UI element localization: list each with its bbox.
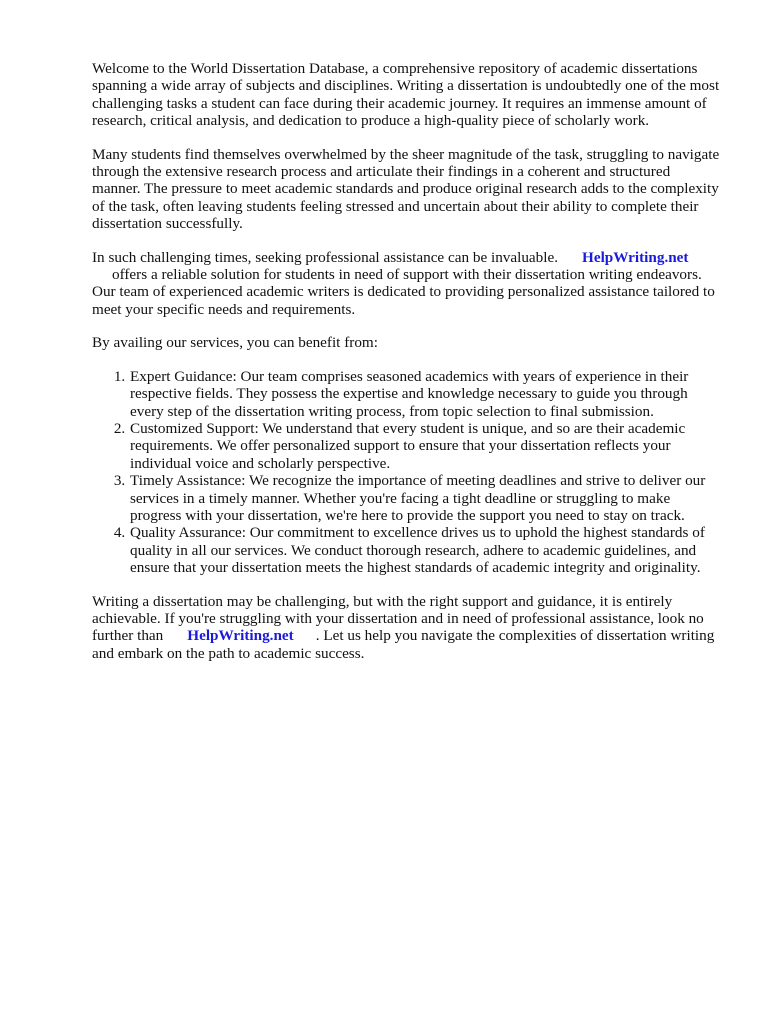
closing-paragraph bbox=[92, 593, 722, 663]
list-item: 4. Quality Assurance: Our commitment to excellence drives us to uphold the highest standards of quality in all our services. We conduct thorough research, adhere to academic guidelines, and ensure that your dissertation meets the highest standards of academic integrity and originality. bbox=[129, 524, 722, 576]
list-item: 3. Timely Assistance: We recognize the importance of meeting deadlines and strive to deliver our services in a timely manner. Whether you're facing a tight deadline or struggling to make progress with your dissertation, we're here to provide the support you need to stay on track. bbox=[129, 472, 722, 524]
document-page bbox=[92, 60, 722, 678]
benefits-list bbox=[92, 368, 722, 577]
list-item: 2. Customized Support: We understand that every student is unique, and so are their academic requirements. We offer personalized support to ensure that your dissertation reflects your individual voice and scholarly perspective. bbox=[129, 420, 722, 472]
assistance-paragraph bbox=[92, 249, 722, 319]
closing-text-end: . Let us help you navigate the complexities of dissertation writing and embark on the path to academic success. bbox=[92, 627, 715, 662]
closing-text-start: Writing a dissertation may be challenging, but with the right support and guidance, it is entirely achievable. If you're struggling with your dissertation and in need of professional assistance, look no further than bbox=[92, 592, 704, 645]
benefits-intro: By availing our services, you can benefit from: bbox=[92, 334, 378, 352]
intro-paragraph: Welcome to the World Dissertation Database, a comprehensive repository of academic dissertations spanning a wide array of subjects and disciplines. Writing a dissertation is undoubtedly one of the most challenging tasks a student can face during their academic journey. It requires an immense amount of research, critical analysis, and dedication to produce a high-quality piece of scholarly work. bbox=[92, 60, 720, 130]
helpwriting-link-1[interactable]: HelpWriting.net bbox=[582, 248, 689, 266]
assistance-text-start: In such challenging times, seeking professional assistance can be invaluable. bbox=[92, 248, 559, 266]
challenges-paragraph: Many students find themselves overwhelmed by the sheer magnitude of the task, struggling to navigate through the extensive research process and articulate their findings in a coherent and structured manner. The pressure to meet academic standards and produce original research adds to the complexity of the task, often leaving students feeling stressed and uncertain about their ability to complete their dissertation successfully. bbox=[92, 145, 720, 233]
helpwriting-link-2[interactable]: HelpWriting.net bbox=[187, 627, 294, 645]
assistance-text-end: offers a reliable solution for students in need of support with their dissertation writing endeavors. Our team of experienced academic writers is dedicated to providing personalized assistance tailored to meet your specific needs and requirements. bbox=[92, 266, 715, 318]
list-item: 1. Expert Guidance: Our team comprises seasoned academics with years of experience in their respective fields. They possess the expertise and knowledge necessary to guide you through every step of the dissertation writing process, from topic selection to final submission. bbox=[129, 368, 722, 420]
